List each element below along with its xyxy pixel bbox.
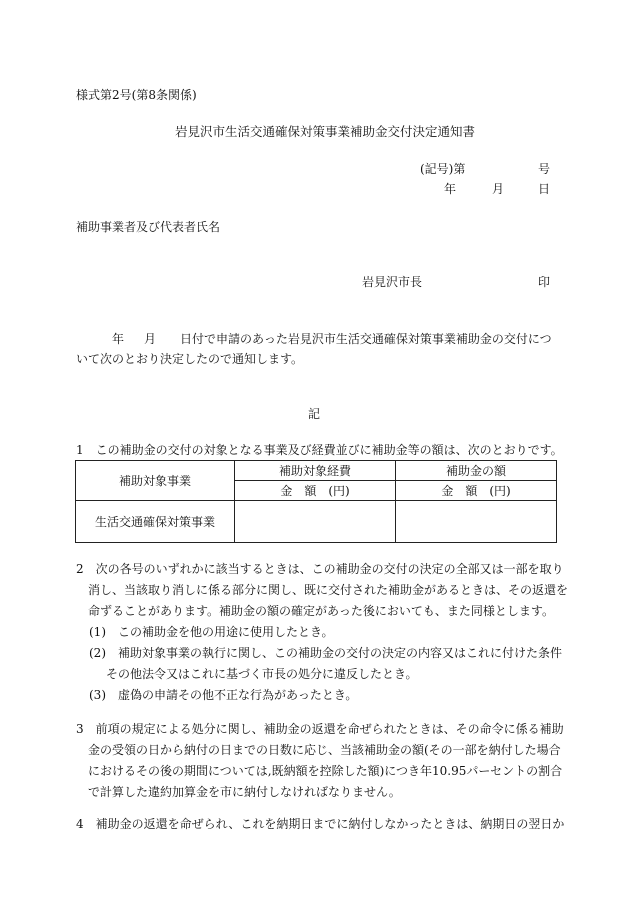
item-2-sub: (3) 虚偽の申請その他不正な行為があったとき。 [89,688,358,702]
intro-year: 年 [112,332,125,346]
item-3-line: におけるその後の期間については,既納額を控除した額)につき年10.95パーセントの割合 [88,764,563,778]
item-3-line: で計算した違約加算金を市に納付しなければなりません。 [88,785,401,799]
item-3-line: 3 前項の規定による処分に関し、補助金の返還を命ぜられたときは、その命令に係る補助 [76,722,564,736]
unit-cost: 金 額 (円) [235,481,396,501]
item-4: 4 補助金の返還を命ぜられ、これを納期日までに納付しなかったときは、納期日の翌日か [76,817,565,831]
record-number [420,160,550,177]
addressee: 補助事業者及び代表者氏名 [76,220,221,234]
item-2-sub: その他法令又はこれに基づく市長の処分に違反したとき。 [106,667,418,681]
grant-table [75,460,557,543]
header-project: 補助対象事業 [76,461,235,501]
cell-project-name: 生活交通確保対策事業 [76,501,235,543]
header-cost: 補助対象経費 [235,461,396,481]
issue-date [444,180,550,197]
item-2-line: 命ずることがあります。補助金の額の確定があった後においても、また同様とします。 [88,604,554,618]
unit-amount: 金 額 (円) [396,481,557,501]
date-day: 日 [537,182,550,196]
seal-mark: 印 [537,275,550,289]
date-year: 年 [444,182,457,196]
item-2-sub: (1) この補助金を他の用途に使用したとき。 [89,625,334,639]
form-number: 様式第2号(第8条関係) [76,88,197,102]
record-number-suffix: 号 [537,162,550,176]
issuer [362,273,550,290]
item-2-sub: (2) 補助対象事業の執行に関し、この補助金の交付の決定の内容又はこれに付けた条件 [89,646,563,660]
date-month: 月 [492,182,505,196]
document-title: 岩見沢市生活交通確保対策事業補助金交付決定通知書 [175,124,476,139]
item-1: 1 この補助金の交付の対象となる事業及び経費並びに補助金等の額は、次のとおりです。 [76,443,563,457]
intro-month: 月 [144,332,157,346]
item-2-line: 2 次の各号のいずれかに該当するときは、この補助金の交付の決定の全部又は一部を取り [76,562,564,576]
cell-cost-value [235,501,396,543]
item-3-line: 金の受領の日から納付の日までの日数に応じ、当該補助金の額(その一部を納付した場合 [88,743,561,757]
ki-label: 記 [308,407,321,421]
cell-amount-value [396,501,557,543]
intro-line2: いて次のとおり決定したので通知します。 [76,352,304,366]
intro-line1: 日付で申請のあった岩見沢市生活交通確保対策事業補助金の交付につ [180,332,552,346]
issuer-name: 岩見沢市長 [362,275,423,289]
header-amount: 補助金の額 [396,461,557,481]
record-number-prefix: (記号)第 [420,162,466,176]
item-2-line: 消し、当該取り消しに係る部分に関し、既に交付された補助金があるときは、その返還を [88,583,569,597]
